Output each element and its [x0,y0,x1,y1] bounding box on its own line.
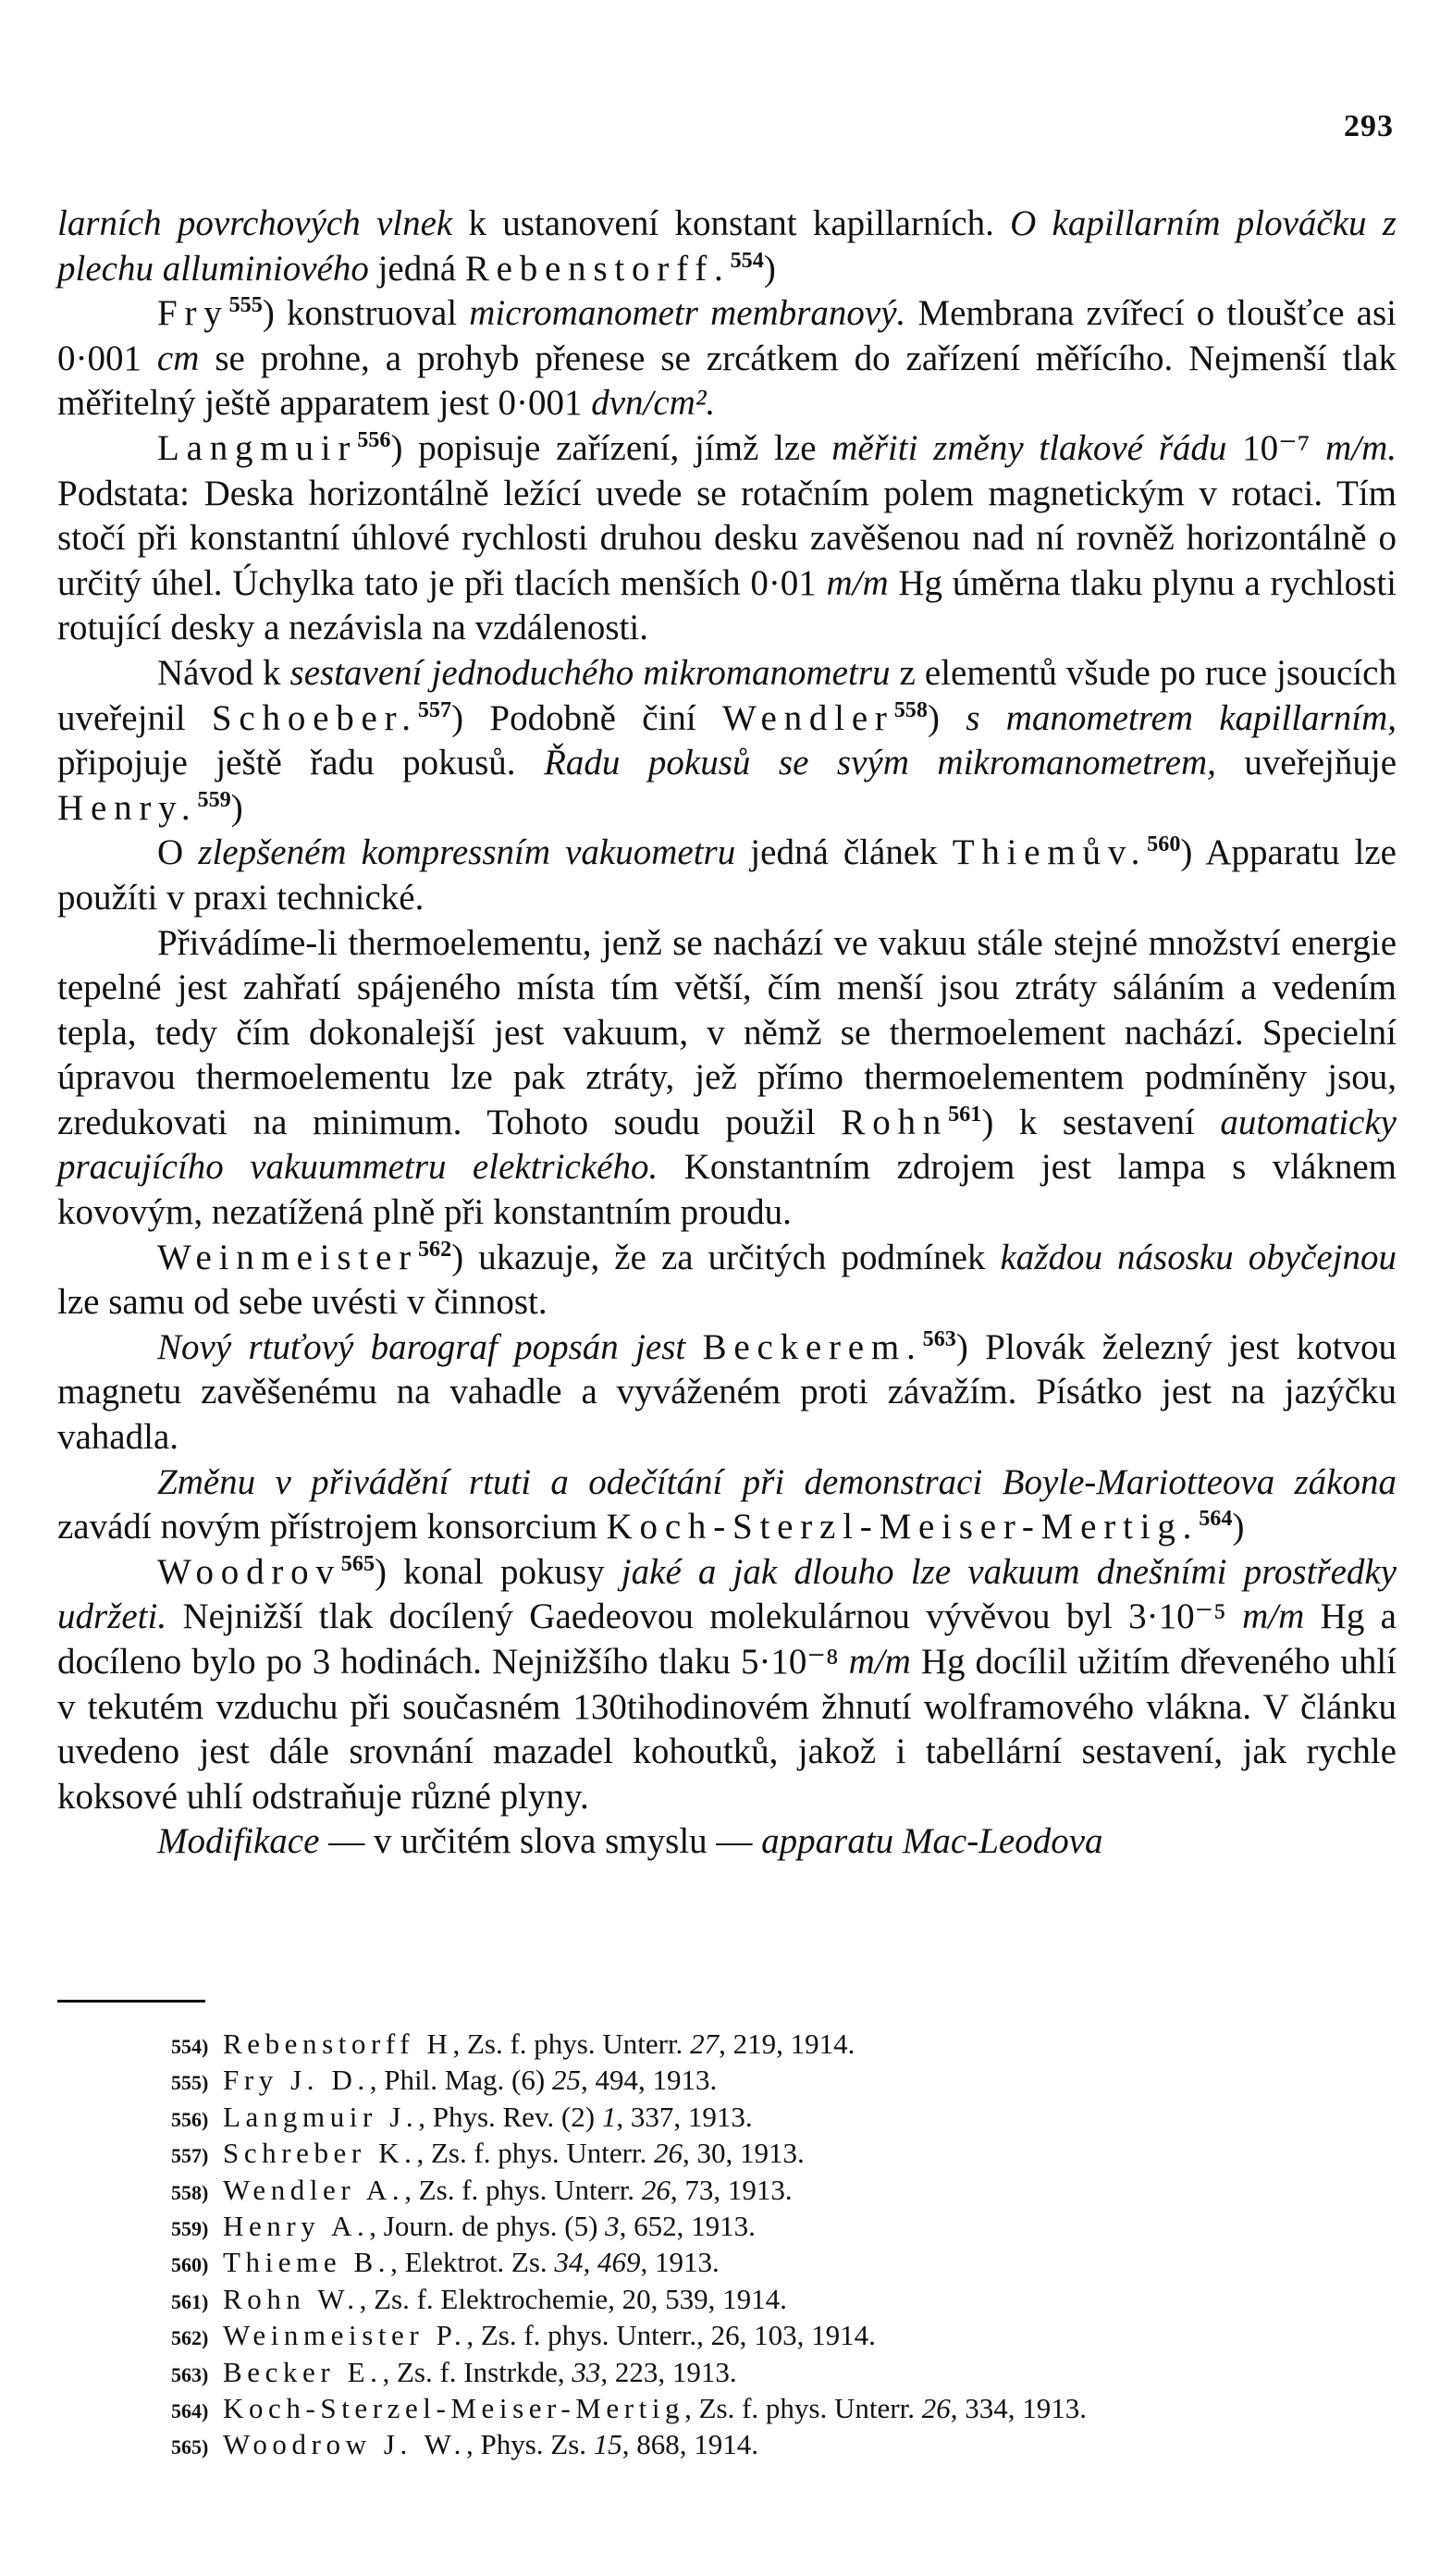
footnote-author: Becker E. [223,2355,383,2388]
footnote-ref: 565 [340,1550,375,1576]
footnote-number: 562) [171,2326,209,2350]
footnote-ref: 556 [357,426,391,452]
footnote-number: 563) [171,2362,209,2386]
footnote-text: , Journ. de phys. (5) [369,2210,606,2243]
footnote-author: Thieme B. [223,2246,391,2279]
footnote-number: 554) [171,2035,209,2058]
author-name: Henry. [57,787,198,828]
footnote-ref: 564 [1199,1506,1233,1532]
text-run: Hg docílil užitím dřeveného uhlí v tekutém vzduchu při současném 130tihodinovém žhnutí wolframového vlákna. V článku uvedeno jest dále srovnání mazadel kohoutků, jakož i tabellární sestavení, jak rychle koksové uhlí odstraňuje různé plyny. [57,1642,1397,1817]
body-text [57,202,1397,1865]
text-run: připojuje ještě řadu pokusů. [57,743,545,783]
footnote-ref: 562 [417,1236,452,1262]
footnote-volume: 27 [690,2028,720,2060]
footnote-text: , 1913. [640,2246,720,2279]
footnote-563 [171,2356,1392,2392]
footnote-text: , Zs. f. phys. Unterr., 26, 103, 1914. [466,2319,876,2352]
footnote-text: , 337, 1913. [616,2100,753,2133]
italic-text: m/m [1242,1596,1305,1637]
text-run: ) popisuje zařízení, jímž lze [390,427,832,468]
footnote-author: Wendler A. [223,2173,405,2206]
footnote-558 [171,2174,1392,2210]
footnote-volume: 26 [921,2392,951,2425]
footnote-ref: 559 [197,786,231,812]
text-run: ) konstruoval [262,293,470,334]
text-run: k ustanovení konstant kapillarních. [452,203,1011,243]
footnote-ref: 563 [922,1325,956,1351]
footnote-author: Henry A. [223,2210,370,2243]
author-name: Woodrov [157,1551,341,1592]
footnote-562 [171,2319,1392,2355]
footnote-author: Koch-Sterzel-Meiser-Mertig [223,2392,685,2425]
footnotes [171,2028,1392,2465]
paragraph-5 [57,831,1397,920]
footnote-557 [171,2137,1392,2173]
author-name: Thiemův. [952,832,1148,873]
footnote-text: , Zs. f. phys. Unterr. [452,2028,691,2060]
footnote-author: Woodrow J. W. [223,2428,466,2461]
footnote-author: Fry J. D. [223,2064,370,2097]
text-run: se prohne, a prohyb přenese se zrcátkem do zařízení měřícího. Nejmenší tlak měřitelný ještě apparatem jest 0·001 [57,338,1397,424]
paragraph-4 [57,651,1397,831]
footnote-volume: 15 [593,2428,622,2461]
italic-text: jaké a jak dlouho lze vakuum dnešními prostředky udržeti. [57,1551,1397,1637]
footnote-ref: 561 [948,1101,982,1127]
author-name: Weinmeister [157,1237,418,1277]
footnote-volume: 1 [601,2100,617,2133]
footnote-volume: 26 [654,2137,683,2170]
paragraph-3 [57,426,1397,651]
footnote-number: 555) [171,2071,209,2095]
text-run: ) Plovák železný jest kotvou magnetu zavěšenému na vahadle a vyváženém proti závažím. Písátko jest na jazýčku vahadla. [57,1326,1397,1458]
footnote-text: , 219, 1914. [719,2028,855,2060]
paragraph-11 [57,1819,1397,1865]
footnote-volume: 34, 469 [554,2246,641,2279]
italic-text: sestavení jednoduchého mikromanometru [289,652,891,693]
footnote-565 [171,2428,1392,2464]
italic-text: Změnu v přivádění rtuti a odečítání při demonstraci Boyle-Mariotteova zákona [157,1461,1397,1502]
paragraph-2 [57,291,1397,426]
text-run: — v určitém slova smyslu — [319,1821,762,1862]
footnote-text: , 494, 1913. [580,2064,718,2097]
footnote-text: , Elektrot. Zs. [390,2246,555,2279]
footnote-text: , Zs. f. phys. Unterr. [684,2392,922,2425]
footnote-559 [171,2210,1392,2246]
footnote-text: , 223, 1913. [600,2355,737,2388]
italic-text: cm [156,338,200,378]
text-run: ) konal pokusy [375,1551,622,1592]
footnote-560 [171,2246,1392,2282]
footnote-volume: 3 [605,2210,620,2243]
text-run: Přivádíme-li thermoelementu, jenž se nachází ve vakuu stále stejné množství energie tepelné jest zahřatí spájeného místa tím větší, čím menší jsou ztráty sáláním a vedením tepla, tedy čím dokonalejší jest vakuum, v němž se thermoelement nachází. Specielní úpravou thermoelementu lze pak ztráty, jež přímo thermoelementem podmíněny jsou, zredukovati na minimum. Tohoto soudu použil [57,922,1397,1142]
author-name: Rebenstorff. [464,248,731,289]
page-number: 293 [1344,109,1394,143]
footnote-text: , Phil. Mag. (6) [369,2064,552,2097]
author-name: Langmuir [157,427,358,468]
text-run: Návod k [157,652,290,693]
footnote-volume: 33 [572,2355,601,2388]
footnote-volume: 26 [641,2173,671,2206]
text-run: jedná [368,248,465,289]
text-run: 10⁻⁷ [1226,427,1326,468]
footnote-author: Langmuir J. [223,2100,419,2133]
footnote-author: Schreber K. [223,2137,417,2170]
footnote-text: , Phys. Zs. [465,2428,594,2461]
text-run [685,1327,702,1367]
footnote-text: , Zs. f. phys. Unterr. [404,2173,642,2206]
text-run: Podstata: Deska horizontálně ležící uvede se rotačním polem magnetickým v rotaci. Tím stočí při konstantní úhlové rychlosti druhou desku zavěšenou nad ní rovněž horizontálně o určitý úhel. Úchylka tato je při tlacích menších 0·01 [57,473,1397,603]
paragraph-10 [57,1550,1397,1820]
italic-text: Nový rtuťový barograf popsán jest [157,1326,686,1367]
paragraph-7 [57,1236,1397,1325]
footnote-556 [171,2101,1392,2137]
text-run: lze samu od sebe uvésti v činnost. [57,1282,548,1323]
footnote-text: , 334, 1913. [950,2392,1087,2425]
text-run: Konstantním zdrojem jest lampa s vláknem kovovým, nezatížená plně při konstantním proudu. [57,1147,1397,1233]
text-run: ) Podobně činí [451,697,722,738]
italic-text: dvn/cm². [591,383,716,424]
text-run: Hg úměrna tlaku plynu a rychlosti rotující desky a nezávisla na vzdálenosti. [57,562,1397,648]
author-name: Beckerem. [702,1326,923,1367]
footnote-text: , Zs. f. Instrkde, [382,2355,572,2388]
footnote-554 [171,2028,1392,2064]
text-run: Nejnižší tlak docílený Gaedeovou molekulárnou vývěvou byl 3·10⁻⁵ [166,1596,1243,1637]
text-run: Hg a docíleno bylo po 3 hodinách. Nejnižšího tlaku 5·10⁻⁸ [57,1596,1397,1682]
footnote-number: 560) [171,2253,209,2277]
footnote-number: 557) [171,2144,209,2168]
paragraph-1 [57,202,1397,291]
italic-text: Řadu pokusů se svým mikromanometrem, [544,743,1216,783]
footnote-text: , Phys. Rev. (2) [418,2100,602,2133]
footnote-555 [171,2064,1392,2100]
text-run: zavádí novým přístrojem konsorcium [57,1507,607,1547]
text-run: ) k sestavení [981,1102,1221,1142]
footnote-text: , Zs. f. phys. Unterr. [416,2137,655,2170]
footnote-text: , 868, 1914. [622,2428,759,2461]
italic-text: s manometrem kapillarním, [966,697,1397,738]
author-name: Rohn [841,1102,949,1142]
italic-text: automaticky pracujícího vakuummetru elektrického. [57,1102,1397,1188]
text-run: jedná článek [735,832,953,873]
footnote-564 [171,2392,1392,2428]
paragraph-6 [57,921,1397,1236]
text-run: ) [763,248,776,289]
italic-text: zlepšeném kompressním vakuometru [198,832,736,873]
author-name: Fry [157,293,229,334]
italic-text: každou násosku obyčejnou [1000,1237,1397,1277]
footnote-author: Rohn W. [223,2282,360,2315]
italic-text: Modifikace [157,1821,320,1862]
footnote-ref: 555 [228,292,263,318]
footnote-ref: 560 [1147,832,1181,857]
italic-text: měřiti změny tlakové řádu [831,427,1227,468]
footnote-author: Rebenstorff H [223,2028,453,2060]
footnote-number: 558) [171,2180,209,2204]
footnote-ref: 558 [893,696,928,722]
footnote-number: 556) [171,2107,209,2131]
footnote-volume: 25 [551,2064,581,2097]
text-run: uveřejňuje [1215,743,1397,783]
text-run: Membrana zvířecí o tloušťce asi 0·001 [57,293,1397,378]
footnote-text: , 30, 1913. [683,2137,805,2170]
text-run: ) [1232,1507,1245,1547]
italic-text: m/m. [1325,427,1397,468]
text-run: ) Apparatu lze použíti v praxi technické. [57,832,1397,918]
footnote-number: 561) [171,2289,209,2313]
text-run: z elementů všude po ruce jsoucích uveřejnil [57,652,1397,738]
italic-text: m/m [848,1642,911,1682]
italic-text: O kapillarním plováčku z plechu alluminiového [57,203,1397,289]
author-name: Wendler [721,697,894,738]
text-run: ) [927,697,966,738]
footnote-number: 564) [171,2399,209,2423]
footnote-text: , Zs. f. Elektrochemie, 20, 539, 1914. [359,2282,787,2315]
italic-text: apparatu Mac-Leodova [761,1821,1103,1862]
text-run: ) [230,787,243,828]
footnote-author: Weinmeister P. [223,2319,467,2352]
italic-text: larních povrchových vlnek [57,203,453,243]
text-run: O [157,832,199,873]
italic-text: m/m [826,562,889,603]
footnote-561 [171,2283,1392,2319]
footnote-divider [57,2000,205,2003]
footnote-ref: 557 [417,696,452,722]
author-name: Schoeber. [211,697,418,738]
footnote-text: , 73, 1913. [670,2173,793,2206]
italic-text: micromanometr membranový. [469,293,906,334]
text-run: ) ukazuje, že za určitých podmínek [451,1237,1001,1277]
footnote-ref: 554 [730,247,764,273]
paragraph-9 [57,1461,1397,1550]
footnote-number: 559) [171,2217,209,2241]
footnote-number: 565) [171,2435,209,2459]
footnote-text: , 652, 1913. [619,2210,756,2243]
author-name: Koch-Sterzl-Meiser-Mertig. [606,1507,1200,1547]
paragraph-8 [57,1325,1397,1461]
